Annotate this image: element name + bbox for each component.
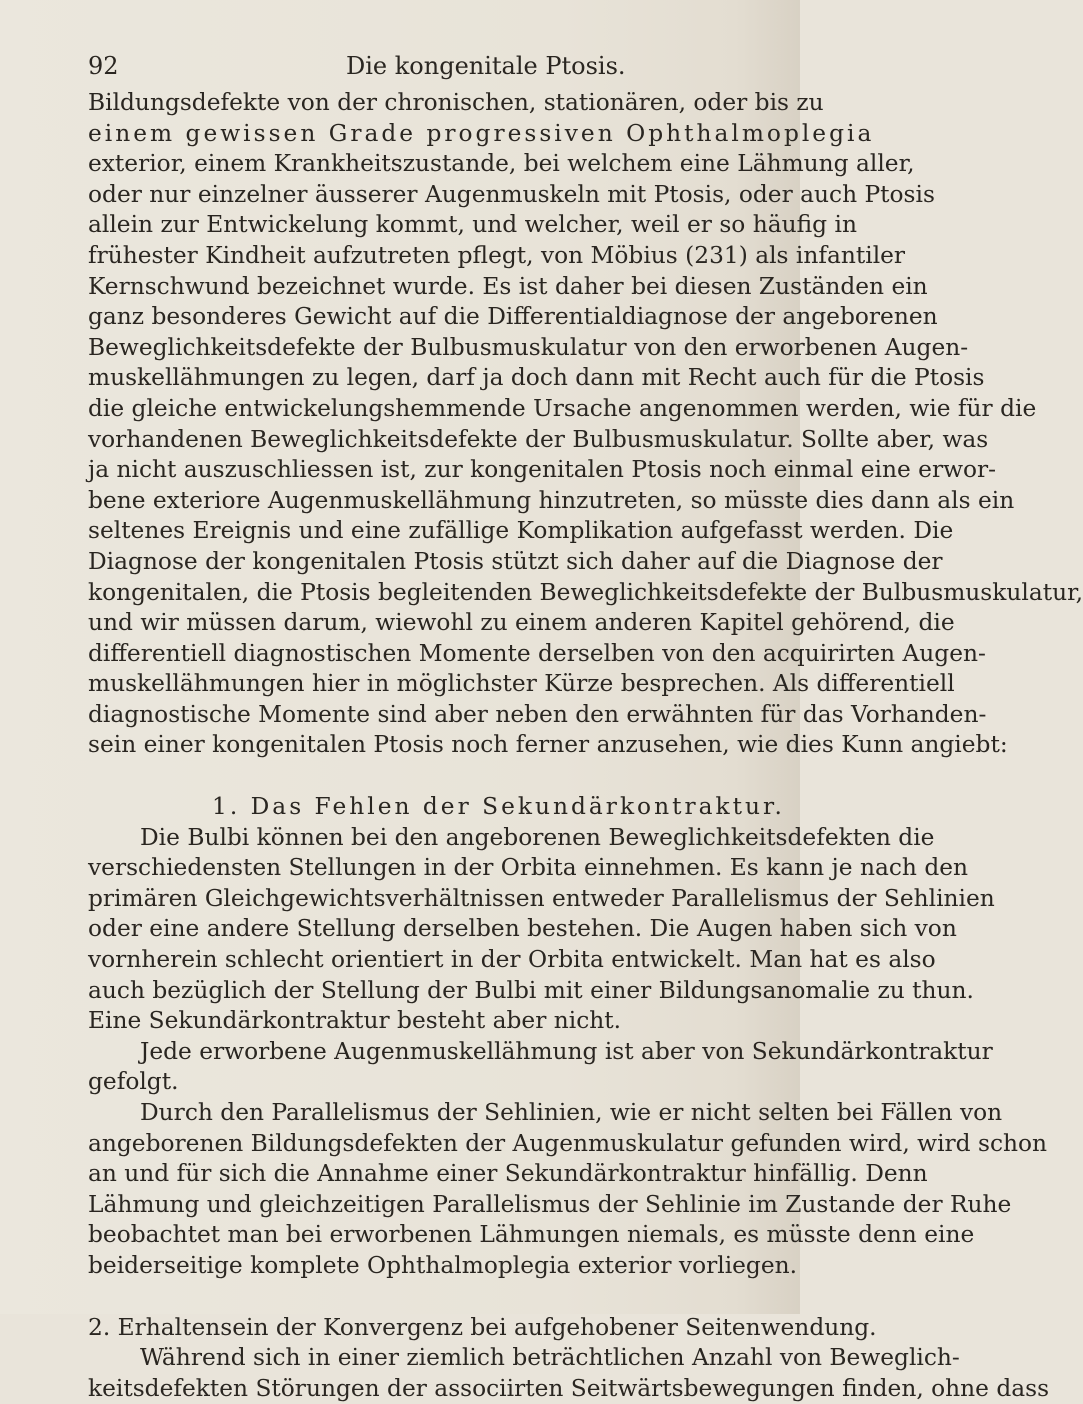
text-line: seltenes Ereignis und eine zufällige Komplikation aufgefasst werden. Die bbox=[88, 517, 954, 545]
text-line: Durch den Parallelismus der Sehlinien, wie er nicht selten bei Fällen von bbox=[140, 1099, 1003, 1126]
text-line: Die Bulbi können bei den angeborenen Beweglichkeitsdefekten die bbox=[140, 823, 935, 851]
text-line: allein zur Entwickelung kommt, und welcher, weil er so häufig in bbox=[88, 211, 857, 239]
section-heading: 2. Erhaltensein der Konvergenz bei aufgehobener Seitenwendung. bbox=[88, 1313, 877, 1341]
text-line: Während sich in einer ziemlich beträchtlichen Anzahl von Beweglich- bbox=[140, 1344, 960, 1372]
text-line: einem gewissen Grade progressiven Ophthalmoplegia bbox=[88, 119, 875, 147]
text-line: die gleiche entwickelungshemmende Ursache angenommen werden, wie für die bbox=[88, 394, 1037, 422]
text-line: Bildungsdefekte von der chronischen, stationären, oder bis zu bbox=[88, 89, 824, 116]
text-line: diagnostische Momente sind aber neben den erwähnten für das Vorhanden- bbox=[88, 700, 987, 728]
text-line: beiderseitige komplete Ophthalmoplegia exterior vorliegen. bbox=[88, 1251, 798, 1279]
text-line: oder eine andere Stellung derselben bestehen. Die Augen haben sich von bbox=[88, 915, 957, 943]
text-line: beobachtet man bei erworbenen Lähmungen niemals, es müsste denn eine bbox=[88, 1221, 975, 1249]
text-line: gefolgt. bbox=[88, 1068, 179, 1096]
text-line: kongenitalen, die Ptosis begleitenden Beweglichkeitsdefekte der Bulbusmuskulatur, bbox=[88, 578, 1083, 606]
text-line: sein einer kongenitalen Ptosis noch ferner anzusehen, wie dies Kunn angiebt: bbox=[88, 731, 1008, 759]
running-title: Die kongenitale Ptosis. bbox=[346, 52, 626, 80]
text-line: keitsdefekten Störungen der associirten Seitwärtsbewegungen finden, ohne dass bbox=[88, 1374, 1050, 1402]
text-line: exterior, einem Krankheitszustande, bei welchem eine Lähmung aller, bbox=[88, 150, 915, 178]
text-line: ganz besonderes Gewicht auf die Differentialdiagnose der angeborenen bbox=[88, 303, 938, 331]
text-line: auch bezüglich der Stellung der Bulbi mit einer Bildungsanomalie zu thun. bbox=[88, 976, 974, 1004]
text-line: verschiedensten Stellungen in der Orbita einnehmen. Es kann je nach den bbox=[88, 854, 969, 882]
text-line: angeborenen Bildungsdefekten der Augenmuskulatur gefunden wird, wird schon bbox=[88, 1129, 1048, 1157]
page-number: 92 bbox=[88, 52, 119, 80]
text-line: Kernschwund bezeichnet wurde. Es ist daher bei diesen Zuständen ein bbox=[88, 272, 928, 300]
section-heading: 1. Das Fehlen der Sekundärkontraktur. bbox=[212, 793, 785, 821]
text-line: primären Gleichgewichtsverhältnissen entweder Parallelismus der Sehlinien bbox=[88, 884, 995, 912]
text-line: muskellähmungen hier in möglichster Kürze besprechen. Als differentiell bbox=[88, 670, 955, 698]
page-header bbox=[88, 52, 768, 86]
text-line: frühester Kindheit aufzutreten pflegt, von Möbius (231) als infantiler bbox=[88, 241, 906, 269]
text-line: Jede erworbene Augenmuskellähmung ist aber von Sekundärkontraktur bbox=[140, 1037, 993, 1065]
text-line: Diagnose der kongenitalen Ptosis stützt sich daher auf die Diagnose der bbox=[88, 547, 943, 575]
text-line: oder nur einzelner äusserer Augenmuskeln mit Ptosis, oder auch Ptosis bbox=[88, 180, 935, 208]
text-line: vornherein schlecht orientiert in der Orbita entwickelt. Man hat es also bbox=[88, 946, 936, 974]
text-line: vorhandenen Beweglichkeitsdefekte der Bulbusmuskulatur. Sollte aber, was bbox=[88, 425, 989, 453]
text-line: differentiell diagnostischen Momente derselben von den acquirirten Augen- bbox=[88, 639, 986, 667]
text-line: an und für sich die Annahme einer Sekundärkontraktur hinfällig. Denn bbox=[88, 1160, 928, 1188]
text-line: Beweglichkeitsdefekte der Bulbusmuskulatur von den erworbenen Augen- bbox=[88, 333, 969, 361]
text-line: und wir müssen darum, wiewohl zu einem anderen Kapitel gehörend, die bbox=[88, 609, 955, 637]
text-line: bene exteriore Augenmuskellähmung hinzutreten, so müsste dies dann als ein bbox=[88, 486, 1015, 514]
text-line: Eine Sekundärkontraktur besteht aber nicht. bbox=[88, 1007, 622, 1035]
text-line: muskellähmungen zu legen, darf ja doch dann mit Recht auch für die Ptosis bbox=[88, 364, 985, 392]
text-line: Lähmung und gleichzeitigen Parallelismus der Sehlinie im Zustande der Ruhe bbox=[88, 1190, 1012, 1218]
text-line: ja nicht auszuschliessen ist, zur kongenitalen Ptosis noch einmal eine erwor- bbox=[88, 456, 997, 484]
body-text bbox=[88, 88, 1083, 1404]
